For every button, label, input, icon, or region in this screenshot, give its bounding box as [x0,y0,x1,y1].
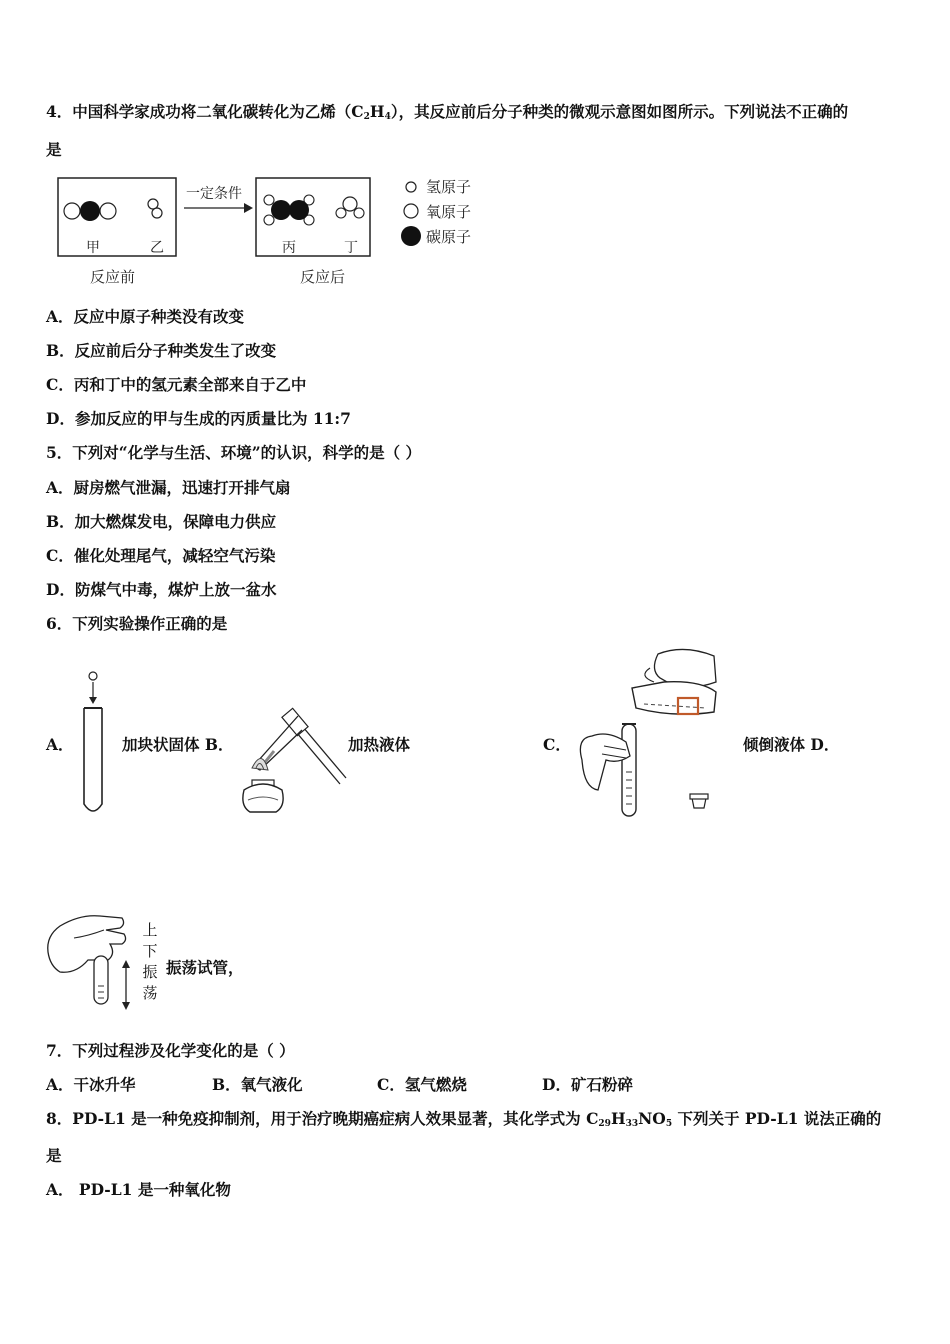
legend-o-label: 氧原子 [426,203,472,221]
label-bing: 丙 [282,240,296,256]
q7-option-c: C．氢气燃烧 [377,1075,467,1094]
water-h-left [336,208,346,218]
label-before: 反应前 [90,268,136,286]
label-yi: 乙 [150,240,164,256]
q6-stem: 6．下列实验操作正确的是 [46,614,228,633]
q7-option-d: D．矿石粉碎 [542,1075,633,1094]
q8-h: H [610,1109,626,1128]
q6-vertical-label [140,920,160,1004]
q4-option-a: A．反应中原子种类没有改变 [46,307,245,326]
q6-option-a-text: 加块状固体 B． [122,735,234,754]
q8-option-a: A． PD-L1 是一种氧化物 [46,1180,231,1199]
vertical-char-1: 上 [142,921,158,939]
q8-stem-end: 是 [46,1146,62,1165]
legend-h-label: 氢原子 [426,178,472,196]
test-tube-solid-illustration [74,668,114,818]
q4-option-b: B．反应前后分子种类发生了改变 [46,341,277,360]
q7-stem: 7．下列过程涉及化学变化的是（ ） [46,1041,295,1060]
q6-option-d-text: 振荡试管， [166,958,244,977]
vertical-char-3: 振 [142,963,158,981]
q5-option-c: C．催化处理尾气，减轻空气污染 [46,546,276,565]
heating-liquid-illustration [238,706,350,818]
legend-o-symbol [404,204,418,218]
vertical-char-2: 下 [142,942,158,960]
legend-c-symbol [401,226,421,246]
q6-option-c-letter: C． [543,735,571,754]
q5-option-a: A．厨房燃气泄漏，迅速打开排气扇 [46,478,291,497]
q6-option-c-text: 倾倒液体 D． [743,735,840,754]
legend-h-symbol [406,182,416,192]
reaction-diagram [50,172,490,290]
q4-number: 4． [46,102,73,121]
q4-stem-end: 是 [46,140,62,159]
q4-stem-h: H [369,102,385,121]
reaction-arrowhead [244,203,253,213]
legend-c-label: 碳原子 [426,228,472,246]
co2-carbon-atom [80,201,100,221]
q8-o-subscript: 5 [665,1119,673,1129]
co2-oxygen-atom-right [100,203,116,219]
water-h-right [354,208,364,218]
q5-option-b: B．加大燃煤发电，保障电力供应 [46,512,277,531]
q4-option-c: C．丙和丁中的氢元素全部来自于乙中 [46,375,307,394]
q4-h-subscript: 4 [384,112,391,122]
q4-c-subscript: 2 [363,112,370,122]
q8-stem-rest: 下列关于 PD-L1 说法正确的 [672,1109,882,1128]
reaction-condition: 一定条件 [186,186,242,202]
ethylene-h-1 [264,195,274,205]
label-ding: 丁 [344,240,358,256]
h2-atom-bottom [152,208,162,218]
q8-stem-text: 8．PD-L1 是一种免疫抑制剂，用于治疗晚期癌症病人效果显著，其化学式为 C [46,1109,599,1128]
co2-oxygen-atom-left [64,203,80,219]
q4-stem [46,102,848,127]
q7-option-a: A．干冰升华 [46,1075,136,1094]
q5-stem: 5．下列对“化学与生活、环境”的认识，科学的是（ ） [46,443,422,462]
ethylene-h-2 [264,215,274,225]
ethylene-c-1 [271,200,291,220]
pouring-liquid-illustration [574,642,726,822]
q8-h-subscript: 33 [625,1119,639,1129]
ethylene-c-2 [289,200,309,220]
q6-option-b-text: 加热液体 [348,735,411,754]
vertical-char-4: 荡 [142,984,158,1002]
label-after: 反应后 [300,268,346,286]
q4-stem-text: 中国科学家成功将二氧化碳转化为乙烯（C [72,102,364,121]
q6-option-a-letter: A． [46,735,74,754]
q8-stem [46,1109,881,1134]
label-jia: 甲 [86,240,100,256]
q8-no: NO [638,1109,666,1128]
q4-option-d: D．参加反应的甲与生成的丙质量比为 11:7 [46,409,351,428]
q8-c-subscript: 29 [598,1119,611,1129]
q7-option-b: B．氧气液化 [212,1075,303,1094]
q5-option-d: D．防煤气中毒，煤炉上放一盆水 [46,580,277,599]
q4-stem-rest: ），其反应前后分子种类的微观示意图如图所示。下列说法不正确的 [390,102,849,121]
water-o [343,197,357,211]
